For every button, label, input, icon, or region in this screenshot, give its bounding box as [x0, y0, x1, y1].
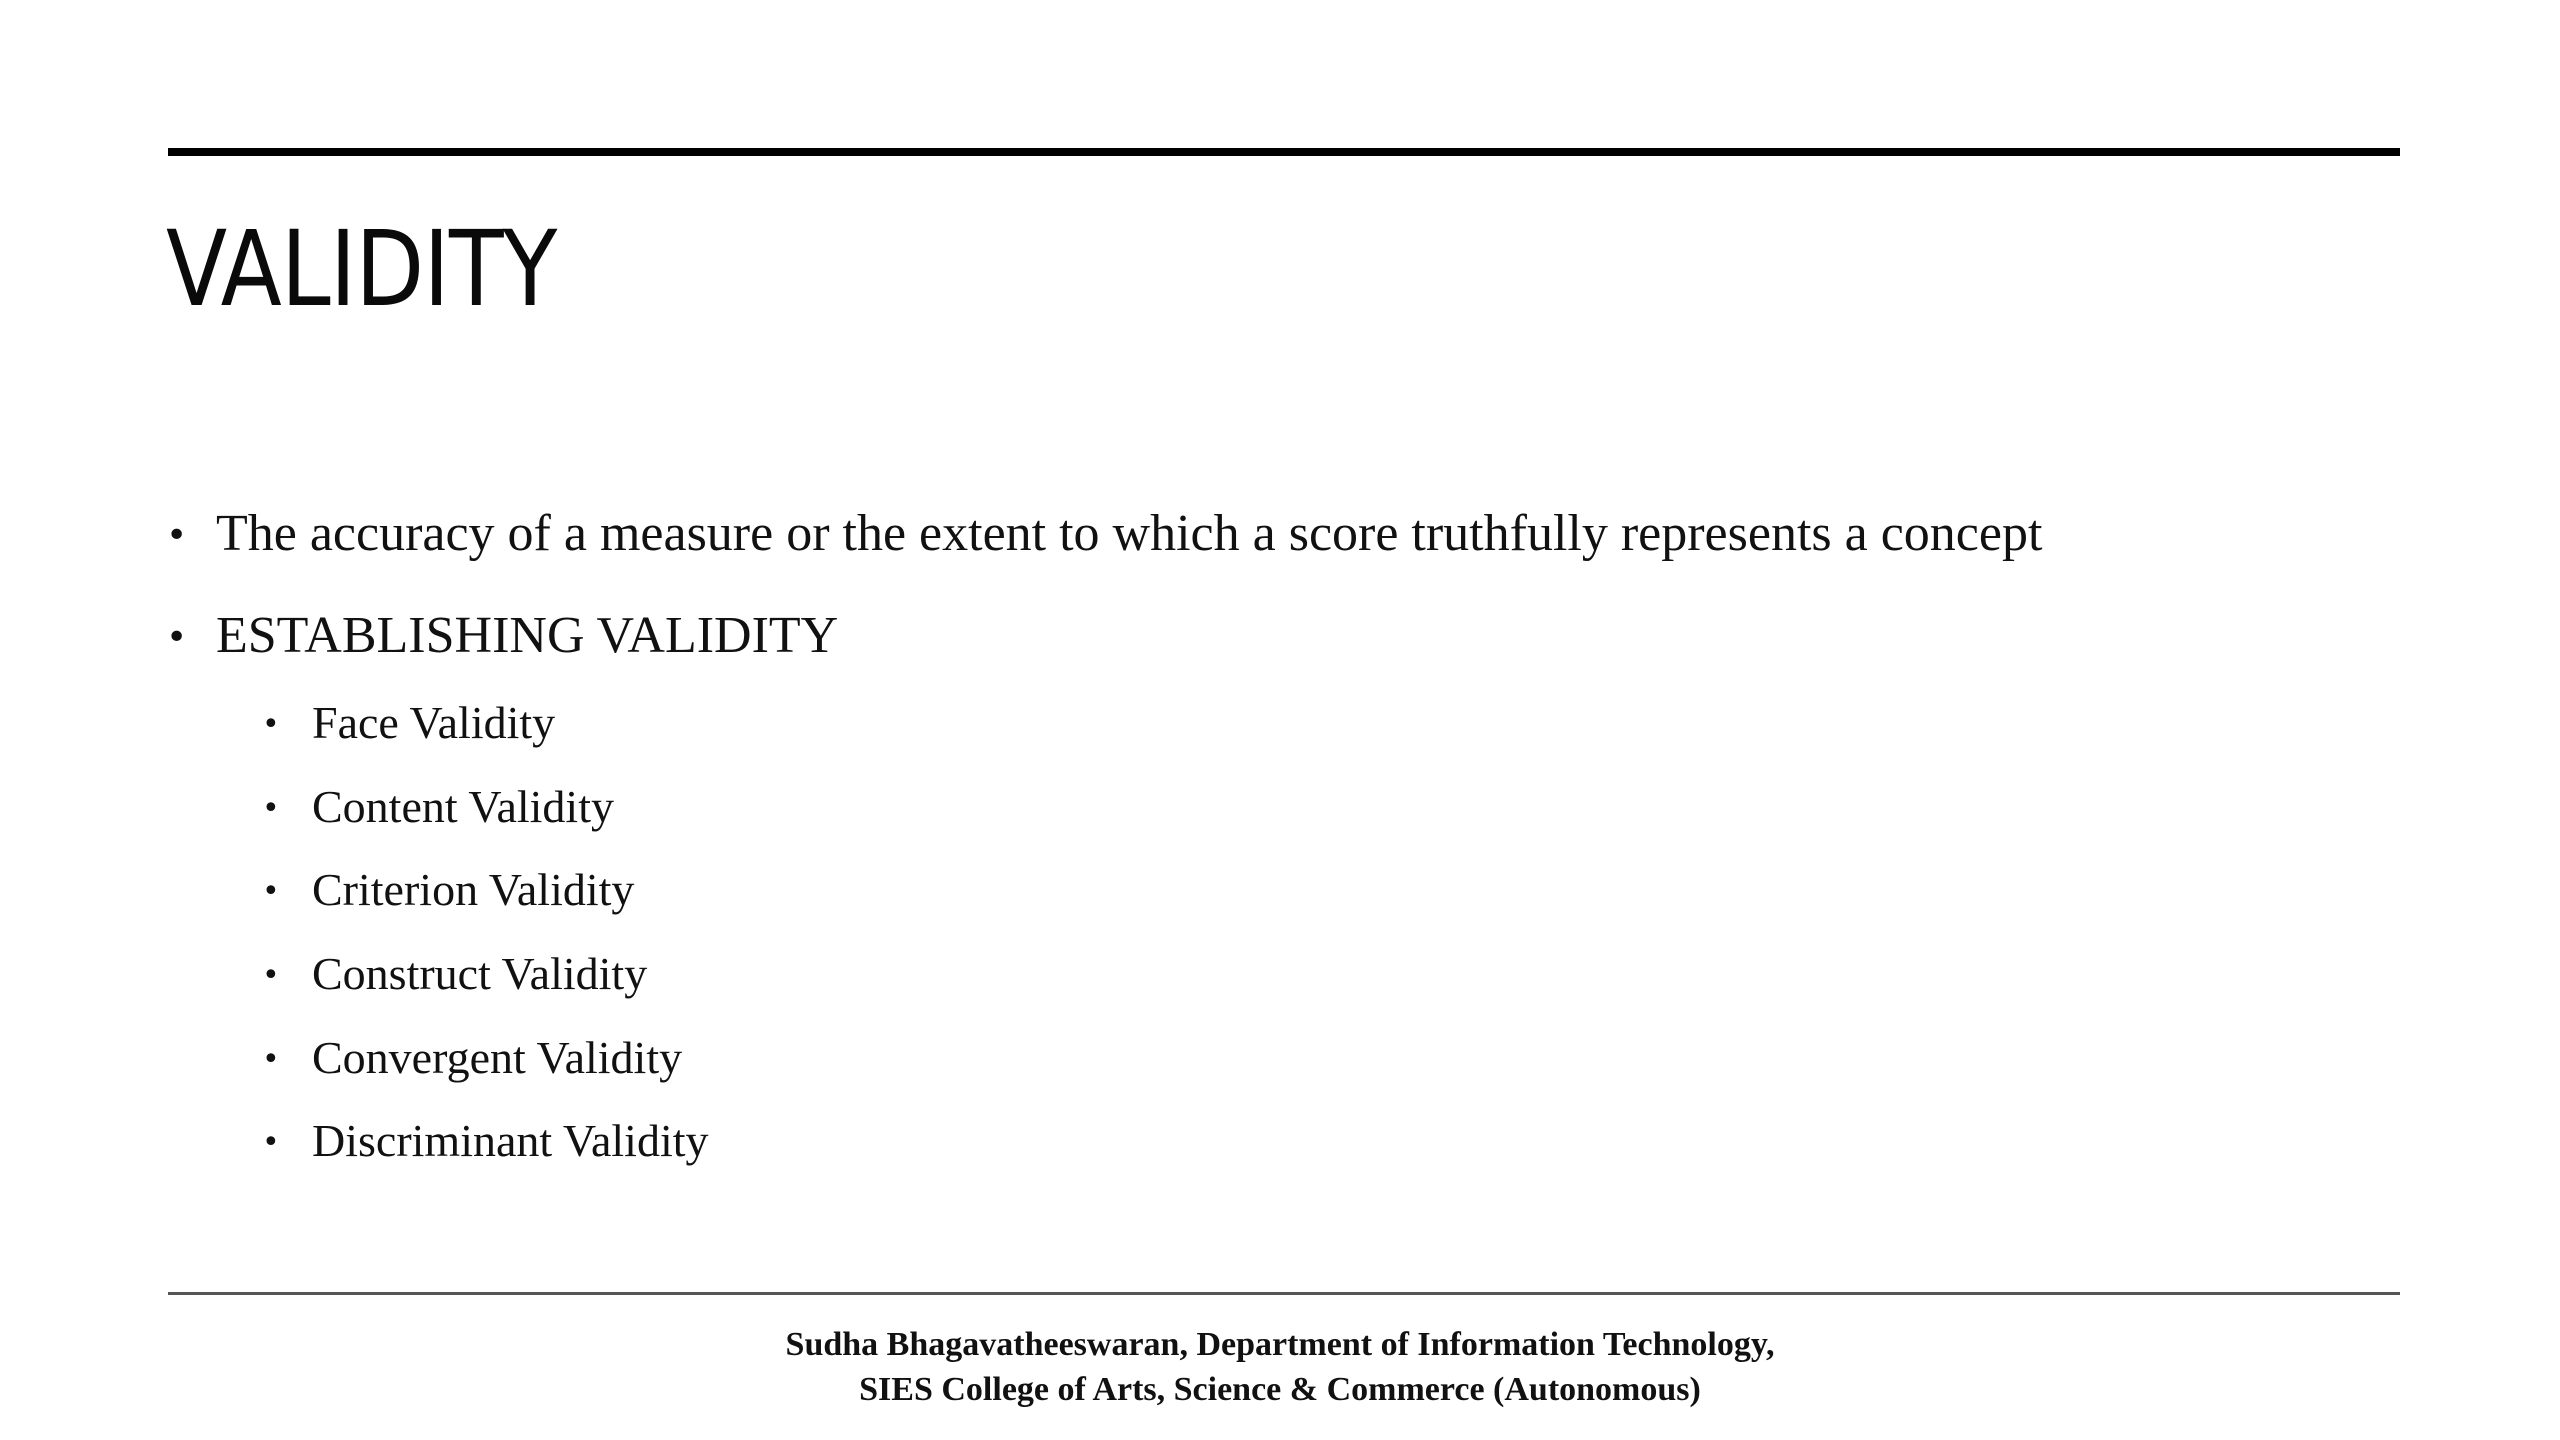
bullet-text: The accuracy of a measure or the extent to which a score truthfully represents a concept [216, 505, 2043, 562]
sub-bullet-text: Discriminant Validity [312, 1115, 709, 1166]
sub-bullet-criterion-validity [262, 861, 634, 919]
bullet-item-definition [166, 502, 2042, 566]
sub-bullet-icon: • [262, 791, 280, 826]
sub-bullet-face-validity [262, 694, 555, 752]
sub-bullet-text: Convergent Validity [312, 1032, 683, 1083]
bullet-icon: • [166, 617, 188, 658]
sub-bullet-text: Face Validity [312, 697, 556, 748]
sub-bullet-text: Criterion Validity [312, 864, 635, 915]
sub-bullet-text: Construct Validity [312, 948, 648, 999]
bullet-item-establishing-validity [166, 604, 838, 668]
sub-bullet-content-validity [262, 778, 614, 836]
sub-bullet-icon: • [262, 1042, 280, 1077]
sub-bullet-icon: • [262, 958, 280, 993]
sub-bullet-icon: • [262, 1125, 280, 1160]
slide-footer [0, 1322, 2560, 1412]
bullet-icon: • [166, 515, 188, 556]
sub-bullet-convergent-validity [262, 1029, 682, 1087]
sub-bullet-icon: • [262, 874, 280, 909]
footer-line-institution: SIES College of Arts, Science & Commerce (Autonomous) [859, 1371, 1701, 1408]
bullet-text: ESTABLISHING VALIDITY [216, 607, 839, 664]
footer-rule [168, 1292, 2400, 1295]
sub-bullet-discriminant-validity [262, 1112, 709, 1170]
sub-bullet-text: Content Validity [312, 781, 614, 832]
sub-bullet-icon: • [262, 707, 280, 742]
sub-bullet-construct-validity [262, 945, 647, 1003]
slide-title: VALIDITY [166, 208, 557, 330]
title-top-rule [168, 148, 2400, 156]
footer-line-author: Sudha Bhagavatheeswaran, Department of Information Technology, [785, 1326, 1775, 1363]
